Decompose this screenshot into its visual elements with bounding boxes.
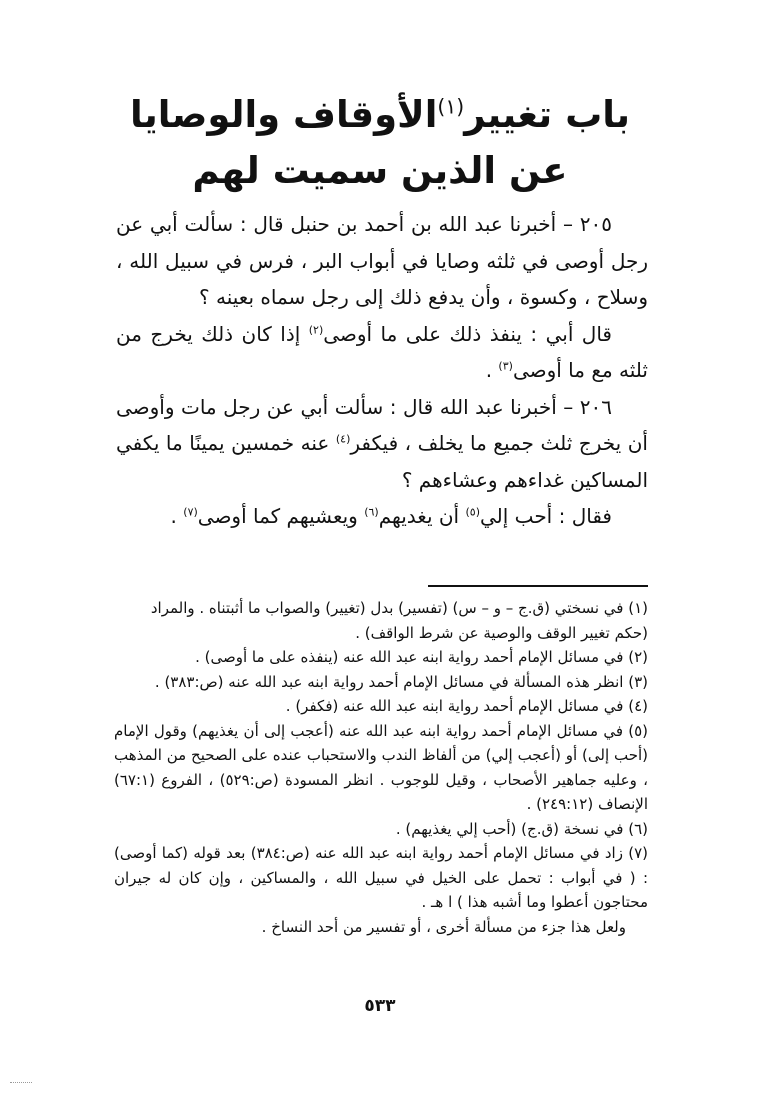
answer-206-text-part2: أن يغديهم — [378, 504, 466, 528]
chapter-title-end: الأوقاف والوصايا — [129, 93, 438, 136]
footnote-1-line-1: (١) في نسختي (ق.ج – و – س) (تفسير) بدل (تغيير) والصواب ما أثبتناه . والمراد — [150, 599, 648, 617]
footnote-marker-6: (٦) — [364, 505, 379, 519]
paragraph-206-text-end: عنه خمسين يمينًا ما يكفي المساكين غداءهم وعشاءهم ؟ — [116, 431, 648, 492]
answer-206-text-end: . — [170, 504, 184, 528]
chapter-title — [0, 92, 760, 138]
answer-206-text-start: فقال : أحب إلي — [480, 504, 612, 528]
footnote-2: (٢) في مسائل الإمام أحمد رواية ابنه عبد الله عنه (ينفذه على ما أوصى) . — [195, 648, 648, 666]
main-text — [116, 206, 648, 535]
paragraph-206-number: ٢٠٦ — [579, 394, 612, 419]
footnote-marker-1: (١) — [437, 94, 465, 119]
chapter-title-start: باب تغيير — [464, 93, 631, 136]
page-number: ٥٣٣ — [364, 996, 396, 1016]
footnote-marker-2: (٢) — [308, 322, 324, 336]
paragraph-206-text-start: – أخبرنا عبد الله قال : سألت أبي عن رجل مات وأوصى أن يخرج ثلث جميع ما يخلف ، فيكفر — [116, 394, 648, 455]
answer-205-text-start: قال أبي : ينفذ ذلك على ما أوصى — [323, 321, 612, 346]
footnote-3: (٣) انظر هذه المسألة في مسائل الإمام أحمد رواية ابنه عبد الله عنه (ص:٣٨٣) . — [154, 672, 648, 691]
answer-206 — [116, 498, 648, 535]
paragraph-205-number: ٢٠٥ — [579, 212, 612, 236]
footnote-marker-7: (٧) — [183, 505, 198, 519]
footnote-4: (٤) في مسائل الإمام أحمد رواية ابنه عبد الله عنه (فكفر) . — [285, 697, 648, 715]
scan-mark — [10, 1082, 32, 1085]
answer-206-text-part3: ويعشيهم كما أوصى — [197, 504, 365, 528]
footnote-6: (٦) في نسخة (ق.ج) (أحب إلي يغذيهم) . — [395, 819, 648, 838]
footnote-marker-4: (٤) — [335, 432, 351, 446]
footnote-7: (٧) زاد في مسائل الإمام أحمد رواية ابنه عبد الله عنه (ص:٣٨٤) بعد قوله (كما أوصى) : ( في أبواب : تحمل على الخيل في سبيل الله ، والمساكين ، وإن كان له جيران محتاجون أعطوا وما أشبه هذا ) ا هـ . — [114, 844, 648, 911]
answer-205-text-middle: إذا كان ذلك يخرج من ثلثه مع ما أوصى — [116, 321, 648, 382]
answer-205 — [116, 316, 648, 389]
footnotes — [114, 596, 648, 939]
answer-205-text-end: . — [485, 358, 499, 382]
footnote-marker-5: (٥) — [465, 505, 480, 519]
footnote-7-remark: ولعل هذا جزء من مسألة أخرى ، أو تفسير من أحد النساخ . — [261, 917, 626, 936]
paragraph-206 — [116, 389, 648, 499]
paragraph-205-text: – أخبرنا عبد الله بن أحمد بن حنبل قال : سألت أبي عن رجل أوصى في ثلثه وصايا في أبواب البر ، فرس في سبيل الله ، وسلاح ، وكسوة ، وأن يدفع ذلك إلى رجل سماه بعينه ؟ — [116, 212, 648, 309]
footnote-1-line-2: (حكم تغيير الوقف والوصية عن شرط الواقف) . — [355, 623, 648, 642]
footnote-separator — [428, 585, 648, 587]
chapter-subtitle: عن الذين سميت لهم — [192, 149, 568, 192]
footnote-5: (٥) في مسائل الإمام أحمد رواية ابنه عبد الله عنه (أعجب إلى أن يغذيهم) وقول الإمام (أحب إلى) أو (أعجب إلي) من ألفاظ الندب والاستحباب عنده على الصحيح من المذهب ، وعليه جماهير الأصحاب ، وقيل للوجوب . انظر المسودة (ص:٥٢٩) ، الفروع (٦٧:١) الإنصاف (٢٤٩:١٢) . — [114, 721, 648, 813]
footnote-marker-3: (٣) — [498, 359, 513, 373]
paragraph-205 — [116, 206, 648, 316]
